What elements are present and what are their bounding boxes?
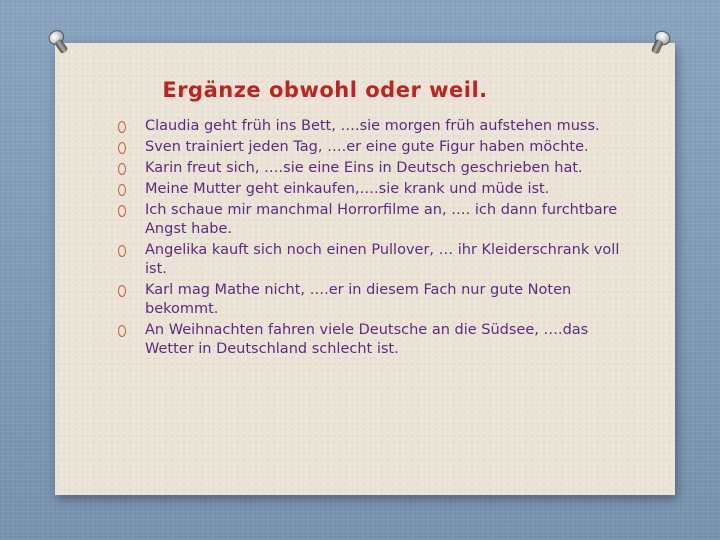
list-item: [118, 321, 638, 359]
bullet-icon: [118, 285, 126, 297]
item-text: Meine Mutter geht einkaufen,….sie krank und müde ist.: [145, 181, 550, 197]
item-text: Angelika kauft sich noch einen Pullover, … ihr Kleiderschrank voll ist.: [145, 242, 620, 277]
bullet-icon: [118, 163, 126, 175]
item-text: An Weihnachten fahren viele Deutsche an die Südsee, ….das Wetter in Deutschland schlecht ist.: [145, 322, 589, 357]
bullet-icon: [118, 245, 126, 257]
slide-title: Ergänze obwohl oder weil.: [162, 78, 488, 102]
bullet-icon: [118, 184, 126, 196]
item-text: Claudia geht früh ins Bett, ….sie morgen früh aufstehen muss.: [145, 118, 600, 134]
bullet-icon: [118, 142, 126, 154]
bullet-icon: [118, 121, 126, 133]
bullet-icon: [118, 325, 126, 337]
exercise-list: [118, 117, 638, 361]
item-text: Karin freut sich, ….sie eine Eins in Deutsch geschrieben hat.: [145, 160, 583, 176]
item-text: Sven trainiert jeden Tag, ….er eine gute Figur haben möchte.: [145, 139, 589, 155]
item-text: Ich schaue mir manchmal Horrorfilme an, …. ich dann furchtbare Angst habe.: [145, 202, 618, 237]
list-item: [118, 281, 638, 319]
list-item: [118, 180, 638, 199]
list-item: [118, 241, 638, 279]
list-item: [118, 117, 638, 136]
item-text: Karl mag Mathe nicht, ….er in diesem Fach nur gute Noten bekommt.: [145, 282, 572, 317]
bullet-icon: [118, 205, 126, 217]
list-item: [118, 138, 638, 157]
list-item: [118, 201, 638, 239]
list-item: [118, 159, 638, 178]
